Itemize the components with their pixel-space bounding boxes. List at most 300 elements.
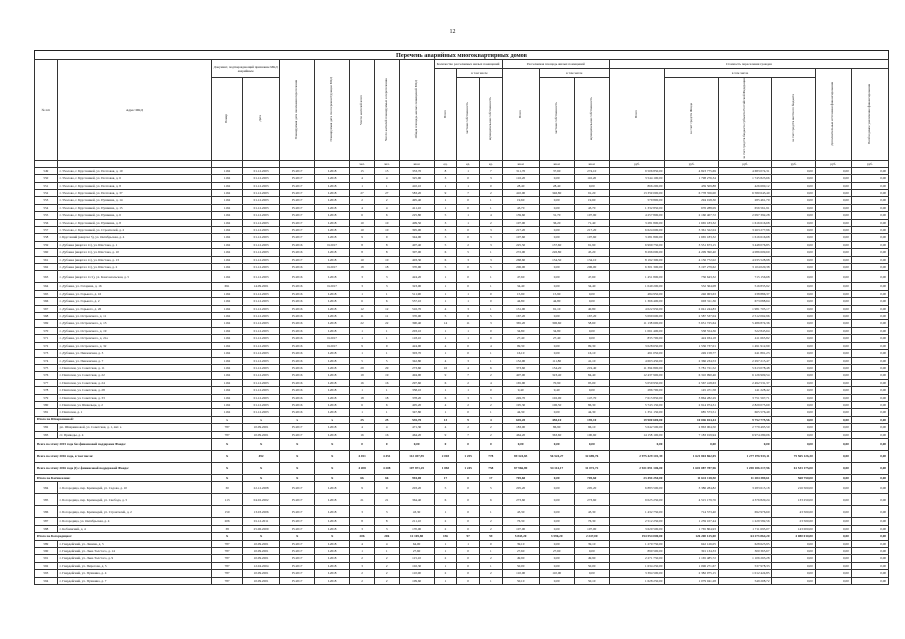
table-cell: 0,00 [772, 372, 815, 379]
table-cell: 23 494 250,00 [609, 474, 665, 481]
table-cell: I.2018 [315, 506, 350, 518]
table-cell: 29 [350, 364, 375, 371]
table-cell: I.2018 [315, 548, 350, 555]
table-cell: 787 [212, 424, 243, 431]
table-cell: 0 [457, 494, 480, 506]
table-cell: x [280, 416, 315, 423]
table-row [35, 562, 889, 569]
table-cell: 5 099 600,00 [609, 313, 665, 320]
table-cell: 9 [350, 482, 375, 494]
table-cell: 01.12.2003 [243, 401, 280, 408]
address-cell: г. Пантелеи, ул. Советская, д. 11 [57, 364, 212, 371]
table-cell: 107,00 [502, 219, 539, 226]
table-cell: 552 [35, 189, 58, 196]
table-cell: 10.09.2001 [243, 577, 280, 584]
table-cell: IV.2017 [280, 167, 315, 174]
table-cell: 2 366 234,53 [665, 357, 719, 364]
table-cell: 1 106 263,28 [718, 555, 772, 562]
table-cell: 0,00 [851, 462, 888, 474]
table-cell: 12 [374, 305, 399, 312]
total-row [35, 438, 889, 450]
table-cell: 0,00 [851, 372, 888, 379]
table-cell: 0,00 [539, 562, 574, 569]
total-label: Всего по этапу 2015 года без финансовой поддержки Фонда: [35, 438, 212, 450]
table-cell: 0,00 [772, 342, 815, 349]
table-cell: 0 [457, 234, 480, 241]
table-cell: 10.09.2001 [243, 431, 280, 438]
table-cell: 0,00 [851, 431, 888, 438]
table-cell: 3 028 650,00 [609, 342, 665, 349]
table-cell: I.2018 [315, 234, 350, 241]
table-cell: 5 059 950,00 [609, 379, 665, 386]
table-cell: 0,00 [851, 327, 888, 334]
table-cell: 714 573,40 [665, 506, 719, 518]
col-area-total: Всего [502, 69, 539, 161]
table-cell: X [243, 474, 280, 481]
table-cell: 25 [374, 416, 399, 423]
table-cell: 1 981 705,17 [718, 305, 772, 312]
table-cell: 3 [434, 219, 457, 226]
table-row [35, 350, 889, 357]
table-cell: IV.2017 [280, 482, 315, 494]
table-cell: IV.2016 [280, 394, 315, 401]
table-cell: 0,00 [851, 342, 888, 349]
table-cell: 39,10 [574, 540, 609, 547]
table-cell: 01.12.2003 [243, 189, 280, 196]
table-cell: 0,00 [815, 570, 851, 577]
table-cell: 0,00 [851, 335, 888, 342]
total-label: Итого по Бахчиселию: [35, 474, 212, 481]
table-cell: 10 [350, 219, 375, 226]
address-cell: г. Пантелеи, ул. Советская, д. 22 [57, 372, 212, 379]
table-cell: 95,00 [574, 379, 609, 386]
table-cell: 86,90 [539, 424, 574, 431]
table-cell: 584 [35, 482, 58, 494]
table-cell: 577 [35, 379, 58, 386]
table-cell: 1 079 041,28 [665, 577, 719, 584]
table-cell: 1 [457, 212, 480, 219]
table-cell: 15,90 [539, 290, 574, 297]
table-cell: IV.2016 [280, 327, 315, 334]
table-cell: 0 [457, 555, 480, 562]
table-cell: 0,00 [815, 197, 851, 204]
table-cell: 576 [35, 372, 58, 379]
table-cell: 4 663 450,00 [609, 357, 665, 364]
table-row [35, 548, 889, 555]
table-cell: 0,00 [772, 540, 815, 547]
table-cell: 7 [457, 431, 480, 438]
table-cell: 2 [434, 518, 457, 525]
table-row [35, 227, 889, 234]
table-cell: 1 [434, 387, 457, 394]
table-cell: 484 950,00 [609, 290, 665, 297]
table-cell: 8 [374, 518, 399, 525]
table-row [35, 401, 889, 408]
table-cell: 4 080 010,80 [772, 533, 815, 540]
table-cell: 582 [35, 424, 58, 431]
table-cell: 568 750,00 [772, 474, 815, 481]
table-row [35, 431, 889, 438]
table-cell: 787 [212, 577, 243, 584]
table-cell: 1 [434, 577, 457, 584]
table-cell: 0,00 [851, 189, 888, 196]
table-cell: 1 [479, 197, 502, 204]
table-cell: X [212, 450, 243, 462]
table-cell: 285 461,70 [718, 197, 772, 204]
table-cell: I.2018 [315, 540, 350, 547]
table-cell: 0,00 [718, 438, 772, 450]
table-cell: 2 [479, 555, 502, 562]
table-cell: 1162 [212, 290, 243, 297]
table-cell: 0,00 [851, 290, 888, 297]
table-cell: 3 [479, 241, 502, 248]
table-cell: 2 863 004,50 [665, 424, 719, 431]
table-cell: IV.2016 [280, 335, 315, 342]
total-row [35, 450, 889, 462]
table-cell: 2 [479, 424, 502, 431]
table-cell: 273,60 [574, 494, 609, 506]
table-cell: 10 [350, 256, 375, 263]
table-cell: 0,00 [539, 494, 574, 506]
table-cell: 557 [35, 227, 58, 234]
table-cell: 1 366 400,00 [609, 298, 665, 305]
table-cell: 0,00 [851, 401, 888, 408]
table-cell: IV.2016 [280, 364, 315, 371]
table-cell: 0,00 [539, 271, 574, 283]
table-cell: 495,40 [399, 197, 434, 204]
address-cell: г. Ухолово, г. Брусланией, ул. Почтовая, д. 10 [57, 167, 212, 174]
table-cell: I.2018 [315, 518, 350, 525]
table-cell: 572 [35, 342, 58, 349]
unit-cell: чел. [374, 160, 399, 167]
address-cell: г. Гвардейский, ул. Пирогова, д. 5 [57, 562, 212, 569]
table-cell: 0,00 [851, 409, 888, 416]
table-cell: 1 [350, 327, 375, 334]
table-cell: IV.2016 [280, 401, 315, 408]
table-cell: 0 [434, 438, 457, 450]
table-cell: 11 138 600,00 [609, 320, 665, 327]
table-cell: 16 [374, 431, 399, 438]
table-cell: 4 [374, 424, 399, 431]
address-cell: г. Дубовка, ул. Островского, д. 21а [57, 335, 212, 342]
table-row [35, 313, 889, 320]
unit-cell: кв.м [574, 160, 609, 167]
table-cell: 6 580 643,40 [718, 189, 772, 196]
table-cell: 1 798 276,34 [665, 175, 719, 182]
table-cell: 01.12.2003 [243, 313, 280, 320]
table-cell: 1 [350, 409, 375, 416]
table-cell: 0,00 [772, 298, 815, 305]
table-cell: 705,60 [502, 474, 539, 481]
address-cell: г. Пантелеи, ул. Советская, д. 24 [57, 379, 212, 386]
table-cell: 1 [350, 350, 375, 357]
table-cell: II.2017 [315, 335, 350, 342]
table-row [35, 298, 889, 305]
table-cell: 0,00 [815, 364, 851, 371]
table-cell: 91,10 [539, 305, 574, 312]
table-cell: 1162 [212, 335, 243, 342]
table-cell: 0,00 [772, 379, 815, 386]
table-cell: 4 [374, 204, 399, 211]
table-cell: 589 [35, 540, 58, 547]
table-cell: 3 197 279,62 [665, 264, 719, 271]
table-cell: 268,60 [502, 256, 539, 263]
table-cell: 0,00 [772, 305, 815, 312]
table-cell: 34,40 [502, 283, 539, 290]
table-cell: 10 [374, 219, 399, 226]
table-cell: 0 [457, 271, 480, 283]
table-cell: 0,00 [772, 212, 815, 219]
table-cell: 206 [212, 518, 243, 525]
table-row [35, 264, 889, 271]
table-cell: 49,90 [502, 555, 539, 562]
table-cell: 152,90 [502, 357, 539, 364]
table-cell: 715 156,68 [718, 271, 772, 283]
table-cell: 0,00 [851, 416, 888, 423]
table-cell: I.2018 [315, 290, 350, 297]
table-cell: 50,00 [574, 562, 609, 569]
table-cell: 1 432 750,00 [609, 506, 665, 518]
table-cell: 19 900 600,00 [609, 416, 665, 423]
table-cell: 7 183 019,94 [665, 431, 719, 438]
table-cell: 3 [479, 394, 502, 401]
table-cell: 0,00 [851, 212, 888, 219]
table-cell: 1162 [212, 167, 243, 174]
table-cell: I.2018 [315, 249, 350, 256]
table-cell: 3 551 673,15 [665, 241, 719, 248]
table-cell: 555 [35, 212, 58, 219]
table-cell: 491 050,00 [609, 350, 665, 357]
table-cell: IV.2017 [280, 204, 315, 211]
table-cell: 492 [243, 450, 280, 462]
table-cell: 27,60 [502, 548, 539, 555]
table-cell: 25.06.2009 [243, 525, 280, 532]
table-cell: 10 046 024,44 [665, 416, 719, 423]
table-cell: 0 [457, 204, 480, 211]
table-cell: 395,00 [399, 227, 434, 234]
table-row [35, 335, 889, 342]
table-cell: 994,00 [399, 474, 434, 481]
table-cell: 535,70 [399, 416, 434, 423]
table-cell: 594 [35, 577, 58, 584]
table-cell: 8 [350, 518, 375, 525]
table-cell: 564 [35, 283, 58, 290]
table-cell: 1162 [212, 189, 243, 196]
table-cell: 5 [479, 264, 502, 271]
table-cell: 0 [479, 438, 502, 450]
table-cell: 0,00 [815, 548, 851, 555]
table-cell: 1 [434, 290, 457, 297]
table-cell: I.2018 [315, 219, 350, 226]
table-cell: 1 [374, 350, 399, 357]
table-cell: x [315, 416, 350, 423]
table-cell: 147,70 [574, 394, 609, 401]
table-cell: 12 437 900,00 [609, 372, 665, 379]
table-cell: 0,00 [815, 462, 851, 474]
table-cell: 0,00 [539, 227, 574, 234]
table-cell: 0,00 [772, 227, 815, 234]
table-cell: IV.2016 [280, 298, 315, 305]
table-cell: 580 [35, 401, 58, 408]
table-cell: 537 978,33 [718, 562, 772, 569]
col-cost-local: за счет средств местного бюджета [772, 78, 815, 161]
table-cell: 4 [434, 342, 457, 349]
table-cell: 0,00 [772, 313, 815, 320]
table-cell: 787 [212, 555, 243, 562]
table-cell: 0,00 [815, 189, 851, 196]
table-cell: 50,00 [502, 562, 539, 569]
table-cell: 2 [374, 577, 399, 584]
table-cell: 311,70 [502, 167, 539, 174]
table-cell: IV.2017 [280, 577, 315, 584]
table-cell: 1 745 823,66 [718, 175, 772, 182]
table-cell: 0,00 [772, 350, 815, 357]
table-cell: 565 [35, 290, 58, 297]
table-cell: 9 [350, 234, 375, 241]
table-cell: 37,60 [539, 167, 574, 174]
table-cell: 43,70 [574, 204, 609, 211]
table-cell: 49,90 [574, 555, 609, 562]
table-cell: 567 [35, 305, 58, 312]
table-cell: 43 500,00 [772, 506, 815, 518]
table-row [35, 570, 889, 577]
table-cell: 2 [374, 562, 399, 569]
table-cell: 21 [350, 494, 375, 506]
table-cell: 1 451 800,00 [609, 271, 665, 283]
table-cell: 01.12.2003 [243, 182, 280, 189]
table-cell: 0,00 [399, 438, 434, 450]
total-label: Итого по Шпаркиновой: [35, 416, 212, 423]
table-cell: 0,00 [815, 227, 851, 234]
table-cell: 4 451 [374, 450, 399, 462]
table-cell: 1 [457, 327, 480, 334]
table-cell: 2 512 250,00 [609, 518, 665, 525]
table-cell: 0,00 [815, 305, 851, 312]
table-cell: 3 283 615,18 [718, 482, 772, 494]
address-cell: г. Гвардейский, ул. Льва Толстого, д. 14 [57, 548, 212, 555]
table-cell: 61 533 175,00 [772, 462, 815, 474]
table-cell: 0,00 [815, 342, 851, 349]
table-cell: 1 601 087 787,96 [665, 462, 719, 474]
table-cell: IV.2017 [280, 525, 315, 532]
table-cell: 342,80 [399, 357, 434, 364]
table-cell: 59 [479, 533, 502, 540]
table-cell: 0 [457, 283, 480, 290]
table-cell: 4 208 [374, 462, 399, 474]
col-rooms-total: Всего [434, 69, 457, 161]
table-cell: 581 [35, 409, 58, 416]
table-cell: 1 096 271,67 [665, 562, 719, 569]
unit-cell: ед. [434, 160, 457, 167]
table-cell: 1 616 616,68 [718, 234, 772, 241]
table-cell: 1 [479, 249, 502, 256]
table-cell: 0,00 [815, 394, 851, 401]
table-cell: 34,80 [539, 327, 574, 334]
table-cell: 1162 [212, 212, 243, 219]
table-cell: 13 [434, 416, 457, 423]
address-cell: г. Ухолово, г. Брусланией, ул. Почтовая, д. 8 [57, 182, 212, 189]
table-cell: 6 126 909,54 [718, 372, 772, 379]
table-cell: 66 [374, 474, 399, 481]
address-cell: г. Ухолово, г. Брусланией, ул. Пушкина, д. 8 [57, 219, 212, 226]
table-cell: 3 [374, 271, 399, 283]
table-cell: IV.2016 [280, 290, 315, 297]
table-cell: 01.12.2003 [243, 364, 280, 371]
table-row [35, 189, 889, 196]
unit-cell: кв.м [502, 160, 539, 167]
table-cell: 0,00 [772, 271, 815, 283]
table-cell: 10 [374, 256, 399, 263]
table-cell: 0,00 [815, 562, 851, 569]
table-cell: 1162 [212, 379, 243, 386]
table-cell: I.2018 [315, 204, 350, 211]
table-cell: 778 [479, 450, 502, 462]
table-cell: 27 [350, 189, 375, 196]
table-cell: 3 [457, 256, 480, 263]
table-row [35, 372, 889, 379]
table-cell: 0,00 [851, 533, 888, 540]
table-cell: 0,00 [815, 271, 851, 283]
table-cell: 0,00 [574, 290, 609, 297]
table-cell: 1 245 [457, 462, 480, 474]
table-row [35, 175, 889, 182]
table-cell: 3 [479, 227, 502, 234]
table-cell: 7 615 850,00 [609, 394, 665, 401]
table-cell: 6 999 750,00 [609, 241, 665, 248]
table-cell: 0,00 [772, 327, 815, 334]
table-cell: 1 665 183,32 [665, 219, 719, 226]
col-rooms-municipal: муниципальная собственность [479, 78, 502, 161]
table-cell: 0 [457, 518, 480, 525]
table-cell: 4 [434, 401, 457, 408]
table-cell: 0,00 [539, 204, 574, 211]
table-cell: 323,40 [539, 372, 574, 379]
table-cell: 0,00 [851, 204, 888, 211]
table-cell: 9,40 [539, 387, 574, 394]
table-cell: 5 [434, 264, 457, 271]
table-cell: I.2018 [315, 431, 350, 438]
total-label: Итого по Богородицам: [35, 533, 212, 540]
table-row [35, 249, 889, 256]
table-cell: I.2018 [315, 197, 350, 204]
table-cell: 3 864 282,29 [665, 394, 719, 401]
table-cell: 11 284 389,61 [718, 474, 772, 481]
table-cell: 10 [434, 364, 457, 371]
table-body [35, 167, 889, 584]
table-cell: 0,00 [851, 227, 888, 234]
table-cell: I.2018 [315, 379, 350, 386]
table-cell: 8 [350, 249, 375, 256]
table-cell: 0,00 [851, 350, 888, 357]
table-cell: IV.2016 [280, 357, 315, 364]
table-cell: 14 [434, 320, 457, 327]
table-cell: 554 [35, 204, 58, 211]
table-cell: 1 536 737,01 [665, 342, 719, 349]
table-cell: 4 [350, 540, 375, 547]
table-cell: 1 [350, 548, 375, 555]
table-cell: 1 [479, 562, 502, 569]
table-cell: 44,80 [539, 298, 574, 305]
table-row [35, 197, 889, 204]
table-cell: IV.2016 [280, 342, 315, 349]
table-cell: 5 [434, 212, 457, 219]
table-cell: 2 567 418,63 [665, 379, 719, 386]
table-cell: 273,60 [399, 364, 434, 371]
table-row [35, 167, 889, 174]
table-cell: 0,00 [772, 548, 815, 555]
table-cell: 1 [434, 540, 457, 547]
table-cell: 219,40 [574, 364, 609, 371]
